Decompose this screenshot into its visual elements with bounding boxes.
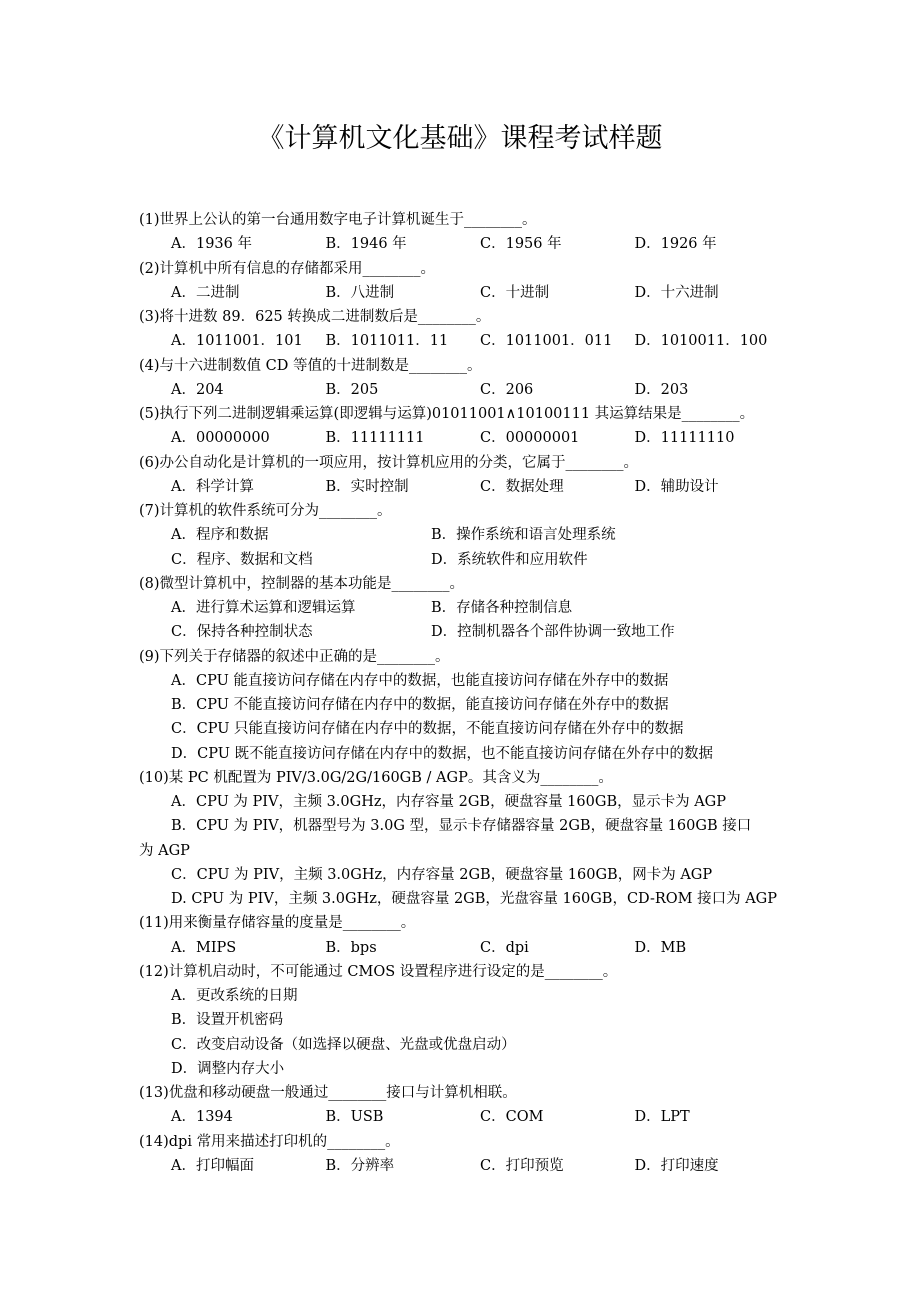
question-stem: (6)办公自动化是计算机的一项应用，按计算机应用的分类，它属于________。 bbox=[139, 454, 639, 471]
question-stem: (13)优盘和移动硬盘一般通过________接口与计算机相联。 bbox=[139, 1085, 517, 1101]
option: A．MIPS bbox=[171, 939, 237, 956]
option: C．206 bbox=[480, 381, 534, 398]
option: A．1936 年 bbox=[171, 236, 252, 253]
option: B．bps bbox=[325, 939, 377, 956]
option: B．205 bbox=[325, 381, 379, 398]
option: A．打印幅面 bbox=[171, 1157, 254, 1174]
options-row bbox=[139, 232, 789, 256]
question-stem: (9)下列关于存储器的叙述中正确的是________。 bbox=[139, 648, 450, 665]
option: D．系统软件和应用软件 bbox=[431, 551, 588, 568]
options-row bbox=[139, 1105, 789, 1129]
option: C．00000001 bbox=[480, 430, 580, 447]
option: C．1956 年 bbox=[480, 236, 562, 253]
question-stem: (11)用来衡量存储容量的度量是________。 bbox=[139, 915, 416, 932]
option: B．存储各种控制信息 bbox=[431, 600, 573, 616]
option: D．调整内存大小 bbox=[171, 1060, 285, 1077]
option: D．CPU 既不能直接访问存储在内存中的数据，也不能直接访问存储在外存中的数据 bbox=[171, 745, 714, 762]
option: D．MB bbox=[634, 939, 687, 956]
option: D．1926 年 bbox=[634, 236, 717, 253]
question-stem: (14)dpi 常用来描述打印机的________。 bbox=[139, 1133, 400, 1150]
question-stem: (5)执行下列二进制逻辑乘运算(即逻辑与运算)01011001∧10100111 其运算结果是________。 bbox=[139, 406, 755, 422]
option: A．1011001．101 bbox=[171, 333, 303, 350]
question-stem: (12)计算机启动时，不可能通过 CMOS 设置程序进行设定的是________。 bbox=[139, 963, 618, 980]
options-row bbox=[139, 596, 789, 620]
option: B．实时控制 bbox=[325, 478, 409, 495]
option: D．打印速度 bbox=[634, 1157, 719, 1174]
option: D．LPT bbox=[634, 1109, 690, 1126]
options-row bbox=[139, 329, 789, 353]
option: C．程序、数据和文档 bbox=[171, 551, 313, 568]
option: B．操作系统和语言处理系统 bbox=[431, 527, 616, 544]
option: B．设置开机密码 bbox=[171, 1012, 284, 1029]
option: A．204 bbox=[171, 381, 224, 398]
option: A．科学计算 bbox=[171, 478, 254, 495]
question-list bbox=[139, 208, 789, 1178]
option: D. CPU 为 PIV，主频 3.0GHz，硬盘容量 2GB，光盘容量 160GB，CD-ROM 接口为 AGP bbox=[171, 891, 778, 907]
question-stem: (10)某 PC 机配置为 PIV/3.0G/2G/160GB / AGP。其含义为________。 bbox=[139, 769, 613, 786]
options-row bbox=[139, 620, 789, 644]
option: A．1394 bbox=[171, 1109, 233, 1126]
question-stem: (3)将十进数 89．625 转换成二进制数后是________。 bbox=[139, 309, 491, 325]
question-stem: (4)与十六进制数值 CD 等值的十进制数是________。 bbox=[139, 357, 482, 374]
option: B．USB bbox=[325, 1109, 384, 1126]
option: A．进行算术运算和逻辑运算 bbox=[171, 600, 356, 616]
options-row bbox=[139, 281, 789, 305]
option: D．十六进制 bbox=[634, 284, 719, 301]
option: A．CPU 为 PIV，主频 3.0GHz，内存容量 2GB，硬盘容量 160GB，显示卡为 AGP bbox=[171, 794, 727, 810]
option: C．1011001．011 bbox=[480, 333, 613, 350]
option: B．11111111 bbox=[325, 430, 425, 447]
options-row bbox=[139, 1154, 789, 1178]
option: A．00000000 bbox=[171, 430, 270, 447]
option: B．CPU 为 PIV，机器型号为 3.0G 型，显示卡存储器容量 2GB，硬盘容量 160GB 接口 bbox=[171, 818, 752, 835]
question-stem: (1)世界上公认的第一台通用数字电子计算机诞生于________。 bbox=[139, 212, 537, 228]
question-stem: (7)计算机的软件系统可分为________。 bbox=[139, 503, 392, 519]
option: B．1011011．11 bbox=[325, 333, 449, 350]
option: B．分辨率 bbox=[325, 1157, 395, 1174]
option: A．更改系统的日期 bbox=[171, 988, 298, 1004]
option: C．CPU 为 PIV，主频 3.0GHz，内存容量 2GB，硬盘容量 160GB，网卡为 AGP bbox=[171, 866, 713, 883]
option-continuation: 为 AGP bbox=[139, 842, 190, 859]
option: C．改变启动设备（如选择以硬盘、光盘或优盘启动） bbox=[171, 1036, 516, 1053]
option: C．保持各种控制状态 bbox=[171, 624, 313, 641]
option: A．二进制 bbox=[171, 284, 240, 301]
options-row bbox=[139, 426, 789, 450]
option: A．CPU 能直接访问存储在内存中的数据，也能直接访问存储在外存中的数据 bbox=[171, 672, 669, 689]
option: C．打印预览 bbox=[480, 1157, 564, 1174]
option: C．CPU 只能直接访问存储在内存中的数据，不能直接访问存储在外存中的数据 bbox=[171, 721, 684, 738]
options-row bbox=[139, 523, 789, 547]
option: B．CPU 不能直接访问存储在内存中的数据，能直接访问存储在外存中的数据 bbox=[171, 697, 669, 713]
option: D．控制机器各个部件协调一致地工作 bbox=[431, 624, 675, 641]
options-row bbox=[139, 936, 789, 960]
option: B．八进制 bbox=[325, 284, 395, 301]
options-row bbox=[139, 548, 789, 572]
question-stem: (8)微型计算机中，控制器的基本功能是________。 bbox=[139, 575, 465, 592]
option: C．数据处理 bbox=[480, 478, 564, 495]
option: A．程序和数据 bbox=[171, 527, 269, 544]
options-row bbox=[139, 475, 789, 499]
option: D．辅助设计 bbox=[634, 478, 719, 495]
option: C．十进制 bbox=[480, 284, 550, 301]
option: B．1946 年 bbox=[325, 236, 407, 253]
options-row bbox=[139, 378, 789, 402]
question-stem: (2)计算机中所有信息的存储都采用________。 bbox=[139, 260, 436, 277]
option: D．1010011．100 bbox=[634, 333, 768, 350]
option: D．11111110 bbox=[634, 430, 735, 447]
option: C．COM bbox=[480, 1109, 544, 1126]
page-title: 《计算机文化基础》课程考试样题 bbox=[257, 123, 663, 154]
option: D．203 bbox=[634, 381, 689, 398]
option: C．dpi bbox=[480, 939, 529, 956]
